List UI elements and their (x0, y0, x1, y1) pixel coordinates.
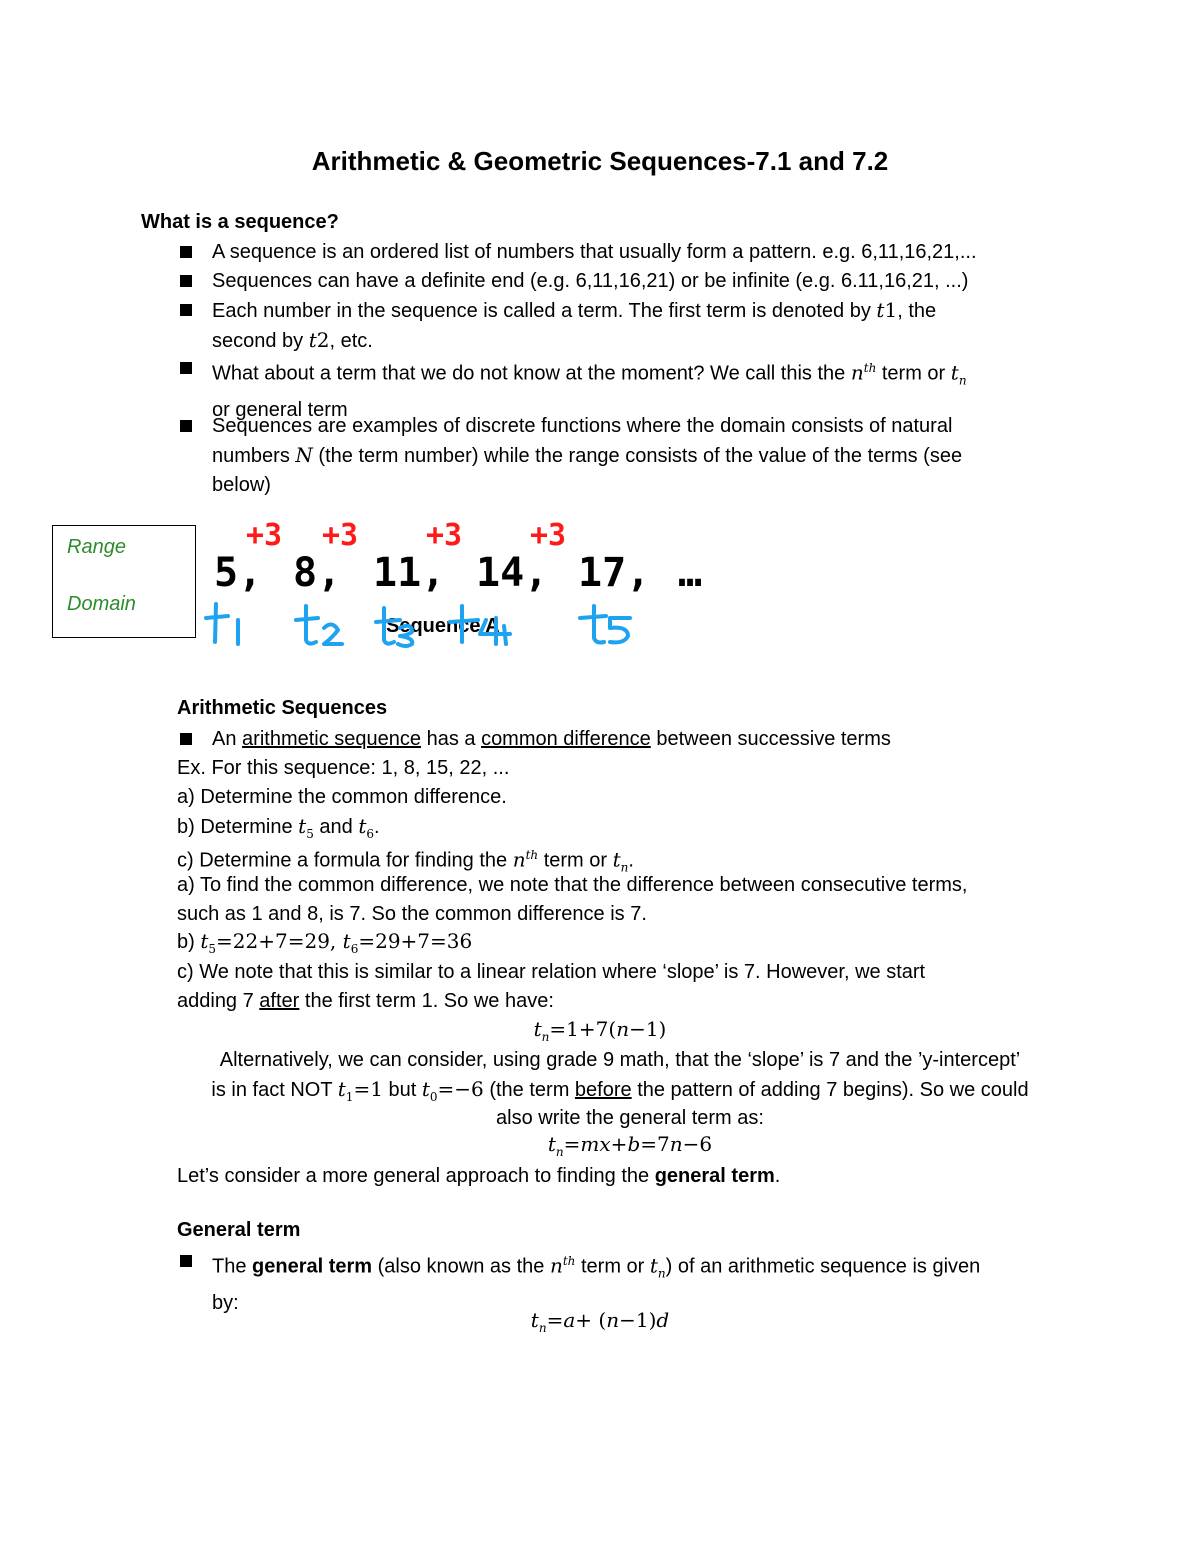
handwritten-t5 (580, 606, 630, 643)
plus-label: +3 (530, 518, 567, 553)
formula-linear: $t_n=1+7(n-1)$ (533, 1017, 667, 1044)
answer-c-line1: c) We note that this is similar to a linear relation where ‘slope’ is 7. However, we start (177, 961, 926, 983)
arith-bullet: An arithmetic sequence has a common difference between successive terms (180, 725, 1060, 754)
general-approach-line: Let’s consider a more general approach to finding the general term. (177, 1165, 781, 1187)
range-domain-box (52, 525, 196, 638)
bullet-square-icon (180, 304, 192, 316)
question-a: a) Determine the common difference. (177, 786, 507, 808)
sequence-term: 11, (373, 550, 446, 596)
bullet-square-icon (180, 1255, 192, 1267)
plus-label: +3 (426, 518, 463, 553)
plus-label: +3 (246, 518, 283, 553)
bullet-1: A sequence is an ordered list of numbers that usually form a pattern. e.g. 6,11,16,21,... (180, 238, 1060, 267)
bullet-square-icon (180, 733, 192, 745)
alternative-line1: Alternatively, we can consider, using grade 9 math, that the ‘slope’ is 7 and the ’y-intercept’ (219, 1049, 1021, 1071)
page-title: Arithmetic & Geometric Sequences-7.1 and 7.2 (311, 146, 889, 176)
handwritten-t4 (450, 606, 510, 644)
bullet-square-icon (180, 362, 192, 374)
formula-general-term: $t_n=a+ (n-1)d$ (530, 1308, 670, 1335)
answer-a-line2: such as 1 and 8, is 7. So the common difference is 7. (177, 903, 647, 925)
answer-c-line2: adding 7 after the first term 1. So we have: (177, 990, 554, 1012)
sequence-term: 14, (476, 550, 549, 596)
answer-b: b) $t_5=22+7=29$, $t_6=29+7=36$ (177, 929, 473, 956)
bullet-5: Sequences are examples of discrete functions where the domain consists of natural numbers N (the term number) while the range consists of the value of the terms (see below) (180, 412, 1060, 500)
handwritten-t3 (376, 608, 412, 646)
question-b: b) Determine $t_5$ and $t_6$. (177, 814, 380, 841)
plus-label: +3 (322, 518, 359, 553)
bullet-square-icon (180, 420, 192, 432)
sequence-term: 5, (214, 550, 263, 596)
alternative-line3: also write the general term as: (496, 1107, 764, 1129)
handwritten-t2 (296, 606, 342, 644)
formula-intercept: $t_n=mx+b=7n-6$ (547, 1132, 713, 1159)
sequence-caption: Sequence A (386, 615, 500, 637)
sequence-ellipsis: … (678, 550, 703, 596)
bullet-square-icon (180, 275, 192, 287)
section-heading-what-is-sequence: What is a sequence? (141, 211, 339, 233)
sequence-term: 17, (578, 550, 651, 596)
question-c: c) Determine a formula for finding the $n^{th}$ term or $t_n$. (177, 847, 634, 875)
handwritten-term-labels (200, 598, 640, 650)
range-label: Range (67, 536, 126, 558)
section-heading-general-term: General term (177, 1219, 301, 1241)
answer-a-line1: a) To find the common difference, we note that the difference between consecutive terms, (177, 874, 968, 896)
general-term-bullet: The general term (also known as the $n^{th}$ term or $t_n$) of an arithmetic sequence is given by: (180, 1247, 1060, 1318)
alternative-line2: is in fact NOT $t_1=1$ but $t_0=-6$ (the term before the pattern of adding 7 begins). So we could (211, 1077, 1029, 1104)
example-line: Ex. For this sequence: 1, 8, 15, 22, ... (177, 757, 510, 779)
bullet-2: Sequences can have a definite end (e.g. 6,11,16,21) or be infinite (e.g. 6.11,16,21, ...) (180, 267, 1060, 296)
bullet-3: Each number in the sequence is called a term. The first term is denoted by t1, the second by t2, etc. (180, 296, 1060, 356)
bullet-4: What about a term that we do not know at the moment? We call this the $n^{th}$ term or $t_n$ or general term (180, 354, 1060, 425)
section-heading-arithmetic: Arithmetic Sequences (177, 697, 388, 719)
domain-label: Domain (67, 593, 136, 615)
handwritten-t1 (206, 604, 238, 644)
sequence-term: 8, (293, 550, 342, 596)
bullet-square-icon (180, 246, 192, 258)
